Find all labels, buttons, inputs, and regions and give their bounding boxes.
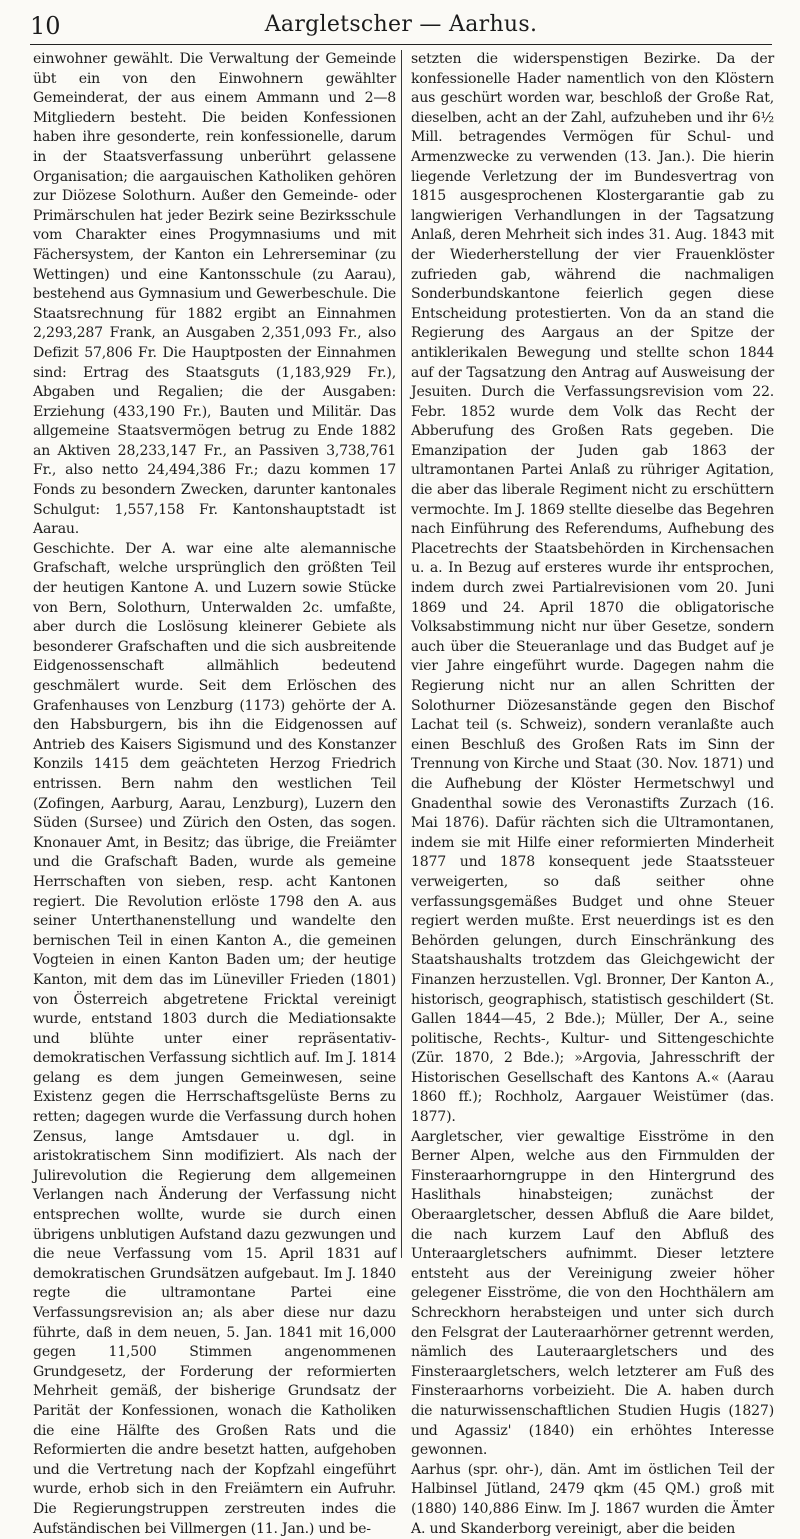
paragraph-history-continued: setzten die widerspenstigen Bezirke. Da der konfessionelle Hader namentlich von den Klöstern aus geschürt worden war, beschloß der Große Rat, dieselben, acht an der Zahl, aufzuheben und ihr 6½ Mill. betragendes Vermögen für Schul- und Armenzwecke zu verwenden (13. Jan.). Die hierin liegende Verletzung der im Bundesvertrag von 1815 ausgesprochenen Klostergarantie gab zu langwierigen Verhandlungen in der Tagsatzung Anlaß, deren Mehrheit sich indes 31. Aug. 1843 mit der Wiederherstellung der vier Frauenklöster zufrieden gab, während die nachmaligen Sonderbundskantone feierlich gegen diese Entscheidung protestierten. Von da an stand die Regierung des Aargaus an der Spitze der antiklerikalen Bewegung und stellte schon 1844 auf der Tagsatzung den Antrag auf Ausweisung der Jesuiten. Durch die Verfassungsrevision vom 22. Febr. 1852 wurde dem Volk das Recht der Abberufung des Großen Rats gegeben. Die Emanzipation der Juden gab 1863 der ultramontanen Partei Anlaß zu rühriger Agitation, die aber das liberale Regiment nicht zu erschüttern vermochte. Im J. 1869 stellte dieselbe das Begehren nach Einführung des Referendums, Aufhebung des Placetrechts der Staatsbehörden in Kirchensachen u. a. In Bezug auf ersteres wurde ihr entsprochen, indem durch zwei Partialrevisionen vom 20. Juni 1869 und 24. April 1870 die obligatorische Volksabstimmung nicht nur über Gesetze, sondern auch über die Steueranlage und das Budget auf je vier Jahre eingeführt wurde. Dagegen nahm die Regierung nicht nur an allen Schritten der Solothurner Diözesanstände gegen den Bischof Lachat teil (s. Schweiz), sondern veranlaßte auch einen Beschluß des Großen Rats im Sinn der Trennung von Kirche und Staat (30. Nov. 1871) und die Aufhebung der Klöster Hermetschwyl und Gnadenthal sowie des Veronastifts Zurzach (16. Mai 1876). Dafür rächten sich die Ultramontanen, indem sie mit Hilfe einer reformierten Minderheit 1877 und 1878 konsequent jede Staatssteuer verweigerten, so daß seither ohne verfassungsgemäßes Budget und ohne Steuer regiert werden mußte. Erst neuerdings ist es den Behörden gelungen, durch Einschränkung des Staatshaushalts trotzdem das Gleichgewicht der Finanzen herzustellen. Vgl. Bronner, Der Kanton A., historisch, geographisch, statistisch geschildert (St. Gallen 1844—45, 2 Bde.); Müller, Der A., seine politische, Rechts-, Kultur- und Sittengeschichte (Zür. 1870, 2 Bde.); »Argovia, Jahresschrift der Historischen Gesellschaft des Kantons A.« (Aarau 1860 ff.); Rochholz, Aargauer Weistümer (das. 1877). — [411, 51, 774, 1126]
page-number: 10 — [30, 12, 61, 40]
page-header — [30, 12, 772, 42]
running-title: Aargletscher — Aarhus. — [264, 12, 538, 37]
header-rule — [30, 44, 772, 45]
column-divider — [401, 50, 402, 1258]
entry-aarhus: Aarhus (spr. ohr-), dän. Amt im östlichen Teil der Halbinsel Jütland, 2479 qkm (45 QM.) groß mit (1880) 140,886 Einw. Im J. 1867 wurden die Ämter A. und Skanderborg vereinigt, aber die beiden — [411, 1461, 774, 1537]
right-column — [411, 50, 774, 1537]
left-column — [33, 50, 396, 1537]
entry-aargletscher: Aargletscher, vier gewaltige Eisströme in den Berner Alpen, welche aus den Firnmulden der Finsteraarhorngruppe in den Hintergrund des Haslithals hinabsteigen; zunächst der Oberaargletscher, dessen Abfluß die Aare bildet, die nach kurzem Lauf den Abfluß des Unteraargletschers aufnimmt. Dieser letztere entsteht aus der Vereinigung zweier höher gelegener Eisströme, die von den Hochthälern am Schreckhorn herabsteigen und unter sich durch den Felsgrat der Lauteraarhörner getrennt werden, nämlich des Lauteraargletschers und des Finsteraargletschers, welch letzterer am Fuß des Finsteraarhorns vorbeizieht. Die A. haben durch die naturwissenschaftlichen Studien Hugis (1827) und Agassiz' (1840) ein erhöhtes Interesse gewonnen. — [411, 1128, 774, 1459]
paragraph-administration: einwohner gewählt. Die Verwaltung der Gemeinde übt ein von den Einwohnern gewählter Gemeinderat, der aus einem Ammann und 2—8 Mitgliedern besteht. Die beiden Konfessionen haben ihre gesonderte, rein konfessionelle, darum in der Staatsverfassung unberührt gelassene Organisation; die aargauischen Katholiken gehören zur Diözese Solothurn. Außer den Gemeinde- oder Primärschulen hat jeder Bezirk seine Bezirksschule vom Charakter eines Progymnasiums und mit Fächersystem, der Kanton ein Lehrerseminar (zu Wettingen) und eine Kantonsschule (zu Aarau), bestehend aus Gymnasium und Gewerbeschule. Die Staatsrechnung für 1882 ergibt an Einnahmen 2,293,287 Frank, an Ausgaben 2,351,093 Fr., also Defizit 57,806 Fr. Die Hauptposten der Einnahmen sind: Ertrag des Staatsguts (1,183,929 Fr.), Abgaben und Regalien; die der Ausgaben: Erziehung (433,190 Fr.), Bauten und Militär. Das allgemeine Staatsvermögen betrug zu Ende 1882 an Aktiven 28,233,147 Fr., an Passiven 3,738,761 Fr., also netto 24,494,386 Fr.; dazu kommen 17 Fonds zu besondern Zwecken, darunter kantonales Schulgut: 1,557,158 Fr. Kantonshauptstadt ist Aarau. — [33, 51, 396, 538]
paragraph-history: Geschichte. Der A. war eine alte alemannische Grafschaft, welche ursprünglich den größten Teil der heutigen Kantone A. und Luzern sowie Stücke von Bern, Solothurn, Unterwalden 2c. umfaßte, aber durch die Loslösung kleinerer Gebiete als besonderer Grafschaften und die sich ausbreitende Eidgenossenschaft allmählich bedeutend geschmälert wurde. Seit dem Erlöschen des Grafenhauses von Lenzburg (1173) gehörte der A. den Habsburgern, bis ihn die Eidgenossen auf Antrieb des Kaisers Sigismund und des Konstanzer Konzils 1415 dem geächteten Herzog Friedrich entrissen. Bern nahm den westlichen Teil (Zofingen, Aarburg, Aarau, Lenzburg), Luzern den Süden (Sursee) und Zürich den Osten, das sogen. Knonauer Amt, in Besitz; das übrige, die Freiämter und die Grafschaft Baden, wurde als gemeine Herrschaften von sieben, resp. acht Kantonen regiert. Die Revolution erlöste 1798 den A. aus seiner Unterthanenstellung und wandelte den bernischen Teil in einen Kanton A., die gemeinen Vogteien in einen Kanton Baden um; der heutige Kanton, mit dem das im Lüneviller Frieden (1801) von Österreich abgetretene Fricktal vereinigt wurde, entstand 1803 durch die Mediationsakte und blühte unter einer repräsentativ-demokratischen Verfassung sichtlich auf. Im J. 1814 gelang es dem jungen Gemeinwesen, seine Existenz gegen die Herrschaftsgelüste Berns zu retten; dagegen wurde die Verfassung durch hohen Zensus, lange Amtsdauer u. dgl. in aristokratischem Sinn modifiziert. Als nach der Julirevolution die Regierung dem allgemeinen Verlangen nach Änderung der Verfassung nicht entsprechen wollte, wurde sie durch einen übrigens unblutigen Aufstand dazu gezwungen und die neue Verfassung vom 15. April 1831 auf demokratischen Grundsätzen aufgebaut. Im J. 1840 regte die ultramontane Partei eine Verfassungsrevision an; als aber diese nur dazu führte, daß in dem neuen, 5. Jan. 1841 mit 16,000 gegen 11,500 Stimmen angenommenen Grundgesetz, der Forderung der reformierten Mehrheit gemäß, der bisherige Grundsatz der Parität der Konfessionen, wonach die Katholiken die eine Hälfte des Großen Rats und die Reformierten die andre besetzt hatten, aufgehoben und die Vertretung nach der Kopfzahl eingeführt wurde, erhob sich in den Freiämtern ein Aufruhr. Die Regierungstruppen zerstreuten indes die Aufständischen bei Villmergen (11. Jan.) und be- — [33, 540, 396, 1537]
